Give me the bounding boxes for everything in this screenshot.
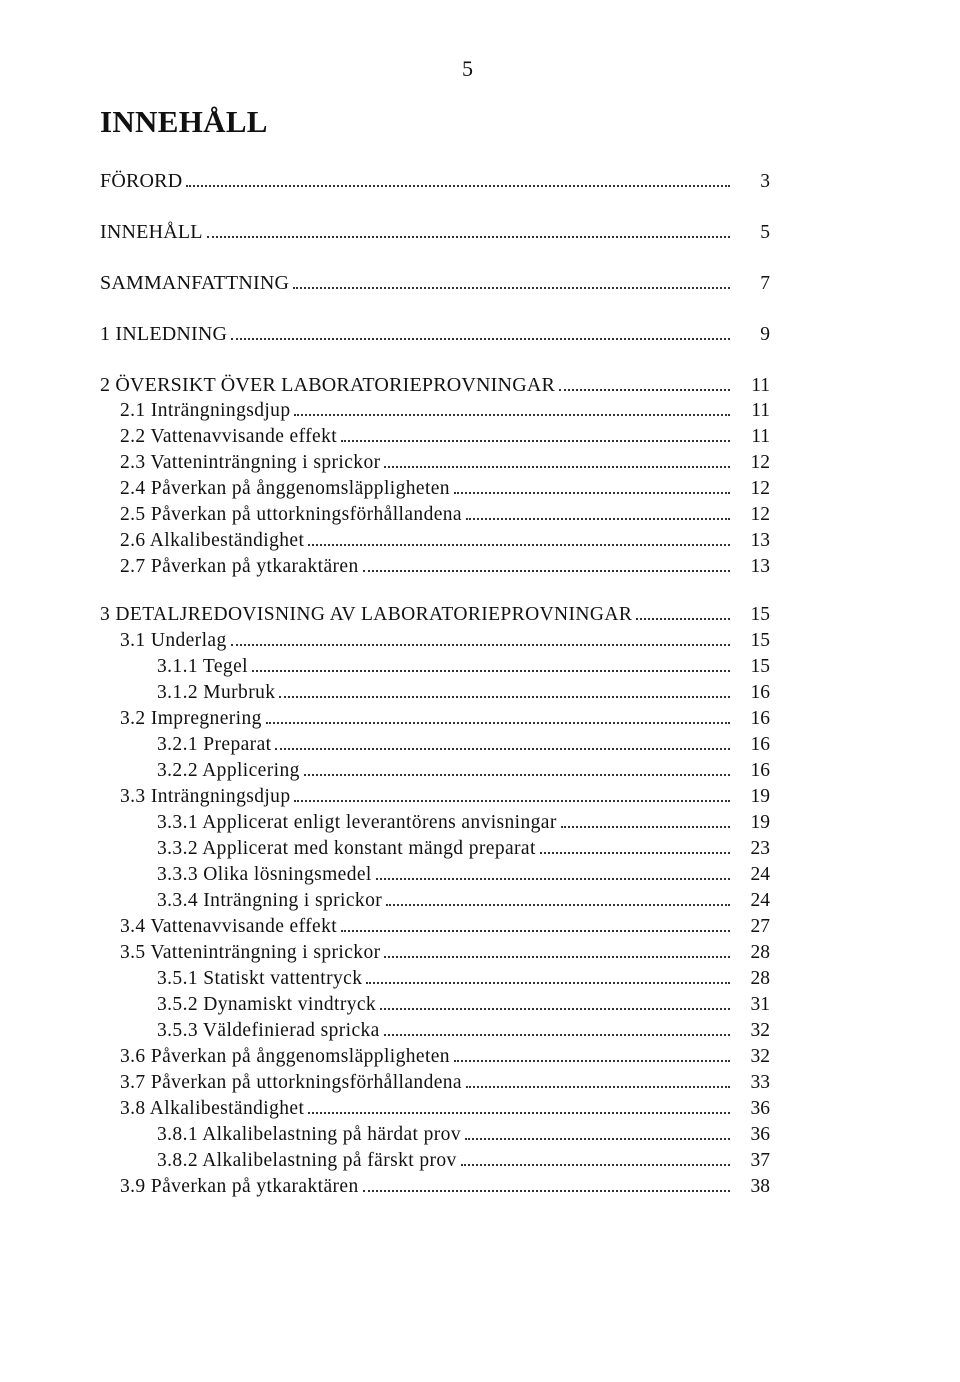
toc-entry[interactable] [157,1019,770,1043]
toc-entry-label: 3.7 Påverkan på uttorkningsförhållandena [120,1072,462,1093]
toc-entry[interactable] [157,811,770,835]
toc-entry-label: 3.2.1 Preparat [157,734,272,755]
toc-entry[interactable] [120,477,770,501]
toc-entry-label: 3.2 Impregnering [120,708,262,729]
toc-entry-page: 15 [750,630,770,651]
toc-entry-page: 11 [751,400,770,421]
toc-entry-label: 3.6 Påverkan på ånggenomsläppligheten [120,1046,450,1067]
toc-entry-label: 2.1 Inträngningsdjup [120,400,291,421]
toc-entry[interactable] [100,373,770,398]
toc-entry[interactable] [120,629,770,653]
dot-leader [454,1059,730,1062]
dot-leader [231,643,730,646]
toc-entry[interactable] [120,941,770,965]
dot-leader [466,517,730,520]
toc-entry[interactable] [100,169,770,194]
toc-entry[interactable] [157,759,770,783]
toc-entry-label: 3.3.2 Applicerat med konstant mängd preparat [157,838,536,859]
dot-leader [279,695,730,698]
toc-entry[interactable] [157,681,770,705]
dot-leader [366,981,730,984]
toc-entry-page: 3 [760,171,770,192]
dot-leader [293,286,730,289]
toc-entry[interactable] [120,399,770,423]
toc-entry-page: 11 [751,426,770,447]
toc-entry[interactable] [120,529,770,553]
toc-entry[interactable] [120,425,770,449]
toc-entry-label: 1 INLEDNING [100,323,228,345]
toc-entry[interactable] [157,1149,770,1173]
page-title: INNEHÅLL [100,104,268,139]
dot-leader [465,1137,730,1140]
toc-entry-page: 12 [750,478,770,499]
dot-leader [384,465,730,468]
dot-leader [207,235,730,238]
dot-leader [561,825,730,828]
toc-entry[interactable] [100,271,770,296]
toc-entry-page: 11 [751,375,770,396]
toc-entry-page: 16 [750,734,770,755]
toc-entry-page: 38 [750,1176,770,1197]
toc-entry[interactable] [157,863,770,887]
dot-leader [384,1033,730,1036]
toc-entry-page: 33 [750,1072,770,1093]
toc-entry-page: 16 [750,760,770,781]
dot-leader [454,491,730,494]
toc-entry[interactable] [120,451,770,475]
toc-entry-page: 5 [760,222,770,243]
toc-entry-label: 2.2 Vattenavvisande effekt [120,426,338,447]
dot-leader [380,1007,730,1010]
toc-entry-page: 15 [750,656,770,677]
toc-entry-label: 3.1.1 Tegel [157,656,248,677]
toc-entry-page: 32 [750,1020,770,1041]
toc-entry-label: SAMMANFATTNING [100,272,290,294]
dot-leader [304,773,730,776]
dot-leader [341,439,730,442]
toc-entry-page: 16 [750,708,770,729]
toc-entry-page: 24 [750,890,770,911]
toc-entry[interactable] [157,1123,770,1147]
toc-entry-label: 2.5 Påverkan på uttorkningsförhållandena [120,504,462,525]
toc-entry-page: 9 [760,324,770,345]
toc-entry[interactable] [120,1175,770,1199]
toc-entry-label: 3.9 Påverkan på ytkaraktären [120,1176,359,1197]
toc-entry-page: 7 [760,273,770,294]
dot-leader [636,617,730,620]
toc-entry-label: 3.8.2 Alkalibelastning på färskt prov [157,1150,457,1171]
toc-entry-page: 27 [750,916,770,937]
toc-entry-label: 3.3.3 Olika lösningsmedel [157,864,372,885]
toc-entry-label: 3.5.1 Statiskt vattentryck [157,968,363,989]
toc-entry-page: 19 [750,786,770,807]
toc-entry-label: FÖRORD [100,170,183,192]
toc-entry-page: 36 [750,1124,770,1145]
toc-entry[interactable] [120,1097,770,1121]
dot-leader [363,569,730,572]
toc-entry-page: 15 [750,604,770,625]
toc-entry-page: 28 [750,968,770,989]
toc-entry-label: 3.8 Alkalibeständighet [120,1098,305,1119]
toc-entry-label: 3.1.2 Murbruk [157,682,276,703]
dot-leader [559,388,730,391]
dot-leader [461,1163,730,1166]
dot-leader [294,799,730,802]
toc-entry-page: 16 [750,682,770,703]
dot-leader [186,184,730,187]
toc-entry[interactable] [100,220,770,245]
toc-entry-label: 3.5 Vatteninträngning i sprickor [120,942,381,963]
toc-entry-label: INNEHÅLL [100,221,203,243]
dot-leader [386,903,730,906]
toc-entry-page: 23 [750,838,770,859]
toc-entry-label: 3.3.4 Inträngning i sprickor [157,890,383,911]
dot-leader [540,851,730,854]
toc-entry-page: 24 [750,864,770,885]
toc-entry[interactable] [157,655,770,679]
toc-entry-page: 12 [750,452,770,473]
toc-entry[interactable] [120,555,770,579]
dot-leader [376,877,730,880]
toc-entry[interactable] [120,707,770,731]
toc-entry-label: 3.8.1 Alkalibelastning på härdat prov [157,1124,461,1145]
toc-entry-page: 31 [750,994,770,1015]
dot-leader [466,1085,730,1088]
dot-leader [308,1111,730,1114]
toc-entry-page: 19 [750,812,770,833]
toc-entry[interactable] [157,889,770,913]
toc-entry-label: 3.1 Underlag [120,630,227,651]
toc-entry[interactable] [157,993,770,1017]
toc-entry[interactable] [157,733,770,757]
toc-entry-page: 37 [750,1150,770,1171]
toc-entry-page: 13 [750,556,770,577]
dot-leader [308,543,730,546]
toc-entry-label: 3.5.3 Väldefinierad spricka [157,1020,380,1041]
toc-entry[interactable] [100,322,770,347]
toc-entry[interactable] [120,785,770,809]
toc-entry-label: 2.4 Påverkan på ånggenomsläppligheten [120,478,450,499]
toc-entry-page: 32 [750,1046,770,1067]
toc-entry-label: 3.5.2 Dynamiskt vindtryck [157,994,377,1015]
toc-entry-label: 3.3 Inträngningsdjup [120,786,291,807]
toc-entry-label: 2.6 Alkalibeständighet [120,530,305,551]
dot-leader [266,721,730,724]
dot-leader [231,337,730,340]
dot-leader [252,669,730,672]
toc-entry[interactable] [157,837,770,861]
toc-entry[interactable] [120,915,770,939]
toc-entry-label: 2.7 Påverkan på ytkaraktären [120,556,359,577]
toc-entry-page: 13 [750,530,770,551]
dot-leader [275,747,730,750]
page-number: 5 [462,56,473,81]
toc-entry[interactable] [120,1071,770,1095]
toc-entry-label: 2.3 Vatteninträngning i sprickor [120,452,381,473]
toc-entry[interactable] [120,1045,770,1069]
dot-leader [363,1189,730,1192]
toc-entry-page: 12 [750,504,770,525]
dot-leader [384,955,730,958]
toc-entry[interactable] [120,503,770,527]
toc-entry-label: 3.2.2 Applicering [157,760,300,781]
toc-entry-label: 2 ÖVERSIKT ÖVER LABORATORIEPROVNINGAR [100,374,556,396]
toc-entry-page: 28 [750,942,770,963]
toc-entry-label: 3.3.1 Applicerat enligt leverantörens anvisningar [157,812,557,833]
toc-entry-label: 3 DETALJREDOVISNING AV LABORATORIEPROVNINGAR [100,604,633,625]
toc-entry-label: 3.4 Vattenavvisande effekt [120,916,338,937]
toc-entry-page: 36 [750,1098,770,1119]
toc-entry[interactable] [157,967,770,991]
toc-entry[interactable] [100,603,770,627]
dot-leader [341,929,730,932]
dot-leader [294,413,730,416]
